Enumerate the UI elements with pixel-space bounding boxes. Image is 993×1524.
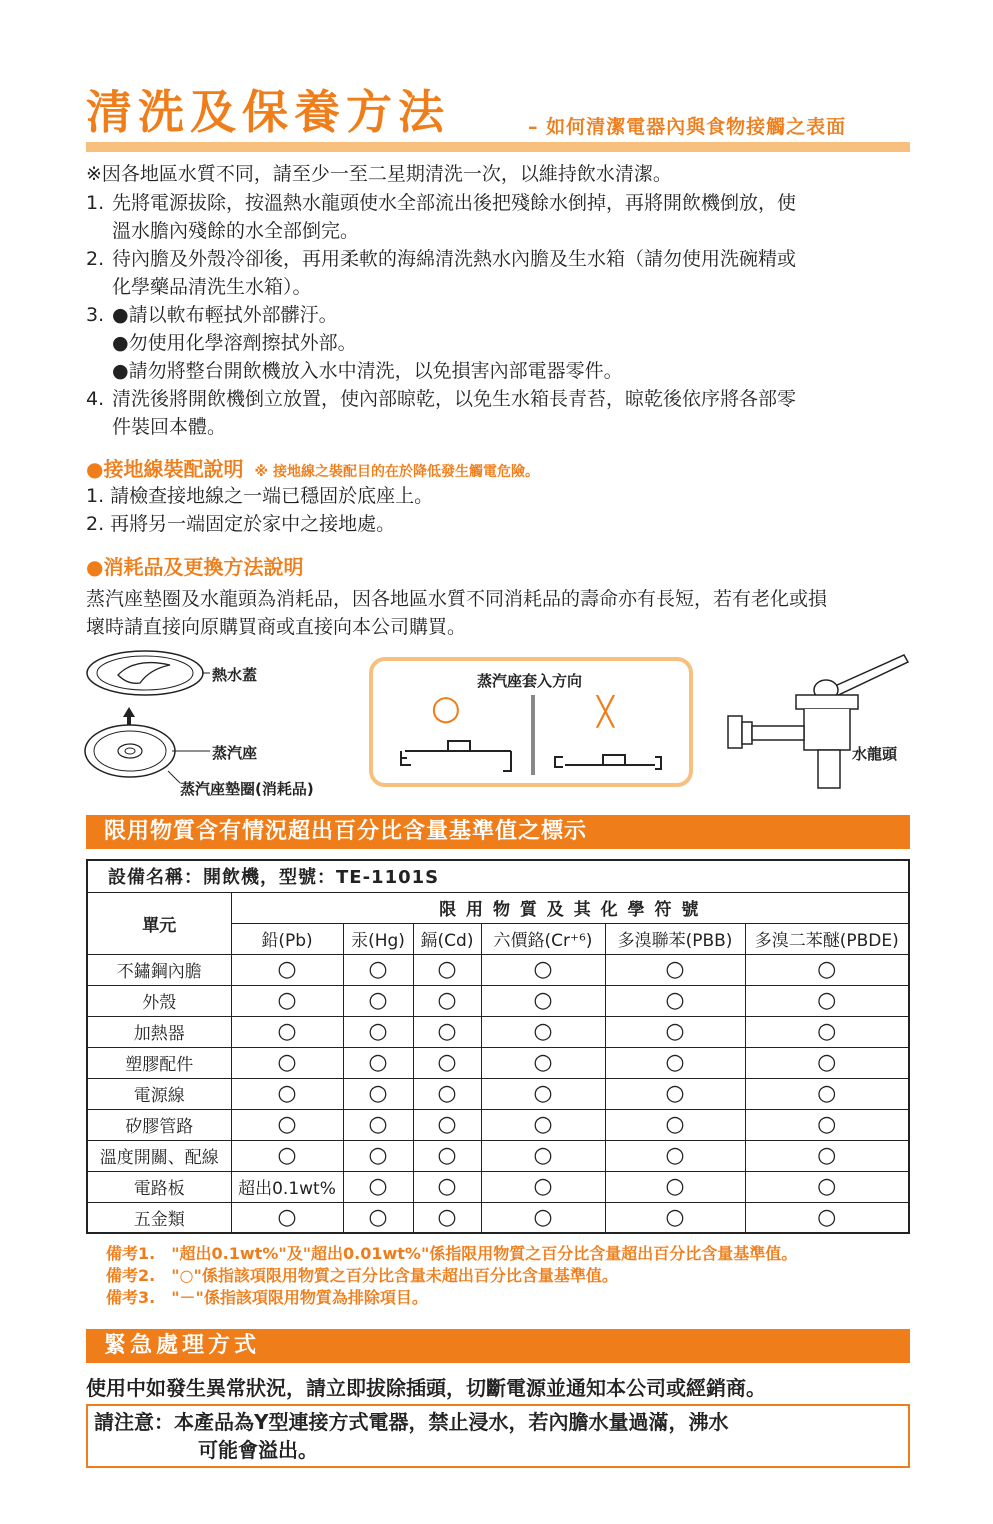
substance-cell: ○: [231, 985, 343, 1016]
step-line: 清洗後將開飲機倒立放置，使內部晾乾，以免生水箱長青苔，晾乾後依序將各部零: [112, 388, 797, 410]
page-subtitle: – 如何清潔電器內與食物接觸之表面: [528, 116, 847, 138]
substance-cell: ○: [413, 1078, 481, 1109]
step-4: [86, 385, 916, 441]
step-line: ●勿使用化學溶劑擦拭外部。: [112, 332, 357, 354]
ground-item: 2. 再將另一端固定於家中之接地處。: [86, 513, 396, 535]
substance-cell: ○: [413, 1016, 481, 1047]
cleaning-steps: [86, 189, 916, 441]
step-text: [112, 245, 796, 301]
substance-cell: ○: [605, 1171, 745, 1202]
unit-header: 單元: [87, 892, 231, 954]
step-1: [86, 189, 916, 245]
unit-cell: 外殼: [87, 985, 231, 1016]
gasket-label: 蒸汽座墊圈(消耗品): [180, 780, 314, 798]
rohs-section-bar: 限用物質含有情況超出百分比含量基準值之標示: [86, 815, 910, 849]
substance-cell: ○: [343, 1202, 413, 1233]
emergency-text: 使用中如發生異常狀況，請立即拔除插頭，切斷電源並通知本公司或經銷商。: [86, 1376, 766, 1400]
wrong-mark-icon: ╳: [597, 695, 614, 728]
step-line: 待內膽及外殼冷卻後，再用柔軟的海綿清洗熱水內膽及生水箱（請勿使用洗碗精或: [112, 248, 797, 270]
direction-box: [369, 657, 693, 787]
substance-cell: ○: [343, 1047, 413, 1078]
table-row: [87, 1016, 909, 1047]
substance-cell: ○: [745, 1171, 909, 1202]
column-header: 六價鉻(Cr⁺⁶): [481, 923, 605, 954]
step-text: [112, 301, 623, 385]
substance-cell: ○: [605, 1078, 745, 1109]
substance-cell: ○: [745, 954, 909, 985]
title-divider: [86, 142, 910, 152]
rohs-table: [86, 859, 910, 1234]
substance-cell: ○: [413, 1171, 481, 1202]
substance-cell: ○: [481, 1171, 605, 1202]
warning-line: 請注意：本產品為Y型連接方式電器，禁止浸水，若內膽水量過滿，沸水: [94, 1410, 729, 1434]
table-row: [87, 1109, 909, 1140]
substance-cell: ○: [413, 985, 481, 1016]
unit-cell: 加熱器: [87, 1016, 231, 1047]
ground-section-heading: [86, 453, 539, 482]
table-row: [87, 1078, 909, 1109]
substance-cell: ○: [605, 954, 745, 985]
step-line: 化學藥品清洗生水箱）。: [112, 276, 312, 298]
table-row: [87, 1140, 909, 1171]
substance-cell: ○: [745, 985, 909, 1016]
substance-cell: ○: [343, 1109, 413, 1140]
column-header: 多溴聯苯(PBB): [605, 923, 745, 954]
warning-line: 可能會溢出。: [198, 1438, 318, 1462]
step-line: 先將電源拔除，按溫熱水龍頭使水全部流出後把殘餘水倒掉，再將開飲機倒放，使: [112, 192, 797, 214]
unit-cell: 溫度開關、配線: [87, 1140, 231, 1171]
table-row: [87, 1202, 909, 1233]
substance-cell: ○: [481, 985, 605, 1016]
substance-cell: ○: [745, 1078, 909, 1109]
ground-note: ※ 接地線之裝配目的在於降低發生觸電危險。: [254, 464, 540, 480]
substance-cell: ○: [745, 1047, 909, 1078]
substance-cell: ○: [605, 985, 745, 1016]
consumable-line: 壞時請直接向原購買商或直接向本公司購買。: [86, 616, 467, 638]
note-line: 備考3. "－"係指該項限用物質為排除項目。: [106, 1288, 428, 1307]
rohs-rows: [87, 954, 909, 1233]
substance-cell: ○: [413, 954, 481, 985]
substance-cell: ○: [481, 1047, 605, 1078]
substance-cell: ○: [745, 1016, 909, 1047]
correct-mark-icon: ○: [431, 688, 461, 728]
substance-cell: ○: [343, 1016, 413, 1047]
column-header: 鉛(Pb): [231, 923, 343, 954]
substance-cell: ○: [231, 1078, 343, 1109]
substance-cell: ○: [343, 1171, 413, 1202]
step-text: [112, 189, 796, 245]
column-header: 汞(Hg): [343, 923, 413, 954]
substance-cell: ○: [343, 1078, 413, 1109]
note-line: 備考1. "超出0.1wt%"及"超出0.01wt%"係指限用物質之百分比含量超出百分比含量基準值。: [106, 1244, 798, 1263]
step-number: 2.: [86, 248, 105, 270]
substance-cell: ○: [481, 1202, 605, 1233]
substance-cell: ○: [605, 1109, 745, 1140]
substance-cell: 超出0.1wt%: [231, 1171, 343, 1202]
intro-note: ※因各地區水質不同，請至少一至二星期清洗一次，以維持飲水清潔。: [86, 163, 672, 185]
substance-cell: ○: [605, 1016, 745, 1047]
substance-cell: ○: [481, 954, 605, 985]
substance-cell: ○: [745, 1202, 909, 1233]
unit-cell: 矽膠管路: [87, 1109, 231, 1140]
substance-cell: ○: [231, 1109, 343, 1140]
faucet-icon: [726, 650, 916, 795]
substance-cell: ○: [481, 1109, 605, 1140]
step-3: [86, 301, 916, 385]
steam-seat-label: 蒸汽座: [212, 744, 258, 762]
step-text: [112, 385, 796, 441]
step-line: 溫水膽內殘餘的水全部倒完。: [112, 220, 360, 242]
substance-cell: ○: [343, 1140, 413, 1171]
device-name: 設備名稱：開飲機，型號：TE-1101S: [87, 860, 909, 892]
substance-cell: ○: [343, 985, 413, 1016]
substance-cell: ○: [481, 1016, 605, 1047]
seat-orientation-icon: [393, 737, 683, 777]
column-header: 多溴二苯醚(PBDE): [745, 923, 909, 954]
substance-cell: ○: [413, 1140, 481, 1171]
substance-cell: ○: [231, 1047, 343, 1078]
consumable-heading: ●消耗品及更換方法說明: [86, 555, 304, 579]
substance-cell: ○: [231, 954, 343, 985]
substance-cell: ○: [605, 1140, 745, 1171]
substance-cell: ○: [745, 1109, 909, 1140]
direction-label: 蒸汽座套入方向: [477, 672, 583, 690]
faucet-label: 水龍頭: [852, 745, 898, 763]
page-title: 清洗及保養方法: [86, 85, 450, 139]
steam-seat-icon: [85, 725, 175, 777]
step-number: 1.: [86, 192, 105, 214]
step-line: ●請勿將整台開飲機放入水中清洗，以免損害內部電器零件。: [112, 360, 623, 382]
substance-cell: ○: [413, 1202, 481, 1233]
note-line: 備考2. "○"係指該項限用物質之百分比含量未超出百分比含量基準值。: [106, 1266, 618, 1285]
substance-cell: ○: [481, 1140, 605, 1171]
step-number: 4.: [86, 388, 105, 410]
unit-cell: 五金類: [87, 1202, 231, 1233]
table-row: [87, 985, 909, 1016]
unit-cell: 電路板: [87, 1171, 231, 1202]
ground-item: 1. 請檢查接地線之一端已穩固於底座上。: [86, 485, 434, 507]
substance-cell: ○: [481, 1078, 605, 1109]
substance-cell: ○: [231, 1140, 343, 1171]
emergency-section-bar: 緊急處理方式: [86, 1329, 910, 1363]
hot-water-lid-icon: [87, 651, 203, 695]
step-2: [86, 245, 916, 301]
rohs-notes: [106, 1243, 797, 1309]
substance-cell: ○: [605, 1202, 745, 1233]
substance-cell: ○: [231, 1016, 343, 1047]
table-row: [87, 954, 909, 985]
substance-cell: ○: [413, 1109, 481, 1140]
table-row: [87, 1047, 909, 1078]
step-line: 件裝回本體。: [112, 416, 227, 438]
substance-cell: ○: [413, 1047, 481, 1078]
substance-group-header: 限 用 物 質 及 其 化 學 符 號: [231, 892, 909, 923]
up-arrow-icon: [123, 707, 135, 717]
table-row: [87, 1171, 909, 1202]
substance-cell: ○: [343, 954, 413, 985]
substance-cell: ○: [605, 1047, 745, 1078]
step-number: 3.: [86, 304, 105, 326]
substance-cell: ○: [745, 1140, 909, 1171]
substance-cell: ○: [231, 1202, 343, 1233]
consumable-line: 蒸汽座墊圈及水龍頭為消耗品，因各地區水質不同消耗品的壽命亦有長短，若有老化或損: [86, 588, 828, 610]
unit-cell: 不鏽鋼內膽: [87, 954, 231, 985]
step-line: ●請以軟布輕拭外部髒汙。: [112, 304, 338, 326]
unit-cell: 塑膠配件: [87, 1047, 231, 1078]
column-header: 鎘(Cd): [413, 923, 481, 954]
ground-heading: ●接地線裝配說明: [86, 457, 244, 481]
warning-box: [86, 1404, 910, 1468]
unit-cell: 電源線: [87, 1078, 231, 1109]
lid-label: 熱水蓋: [212, 666, 258, 684]
